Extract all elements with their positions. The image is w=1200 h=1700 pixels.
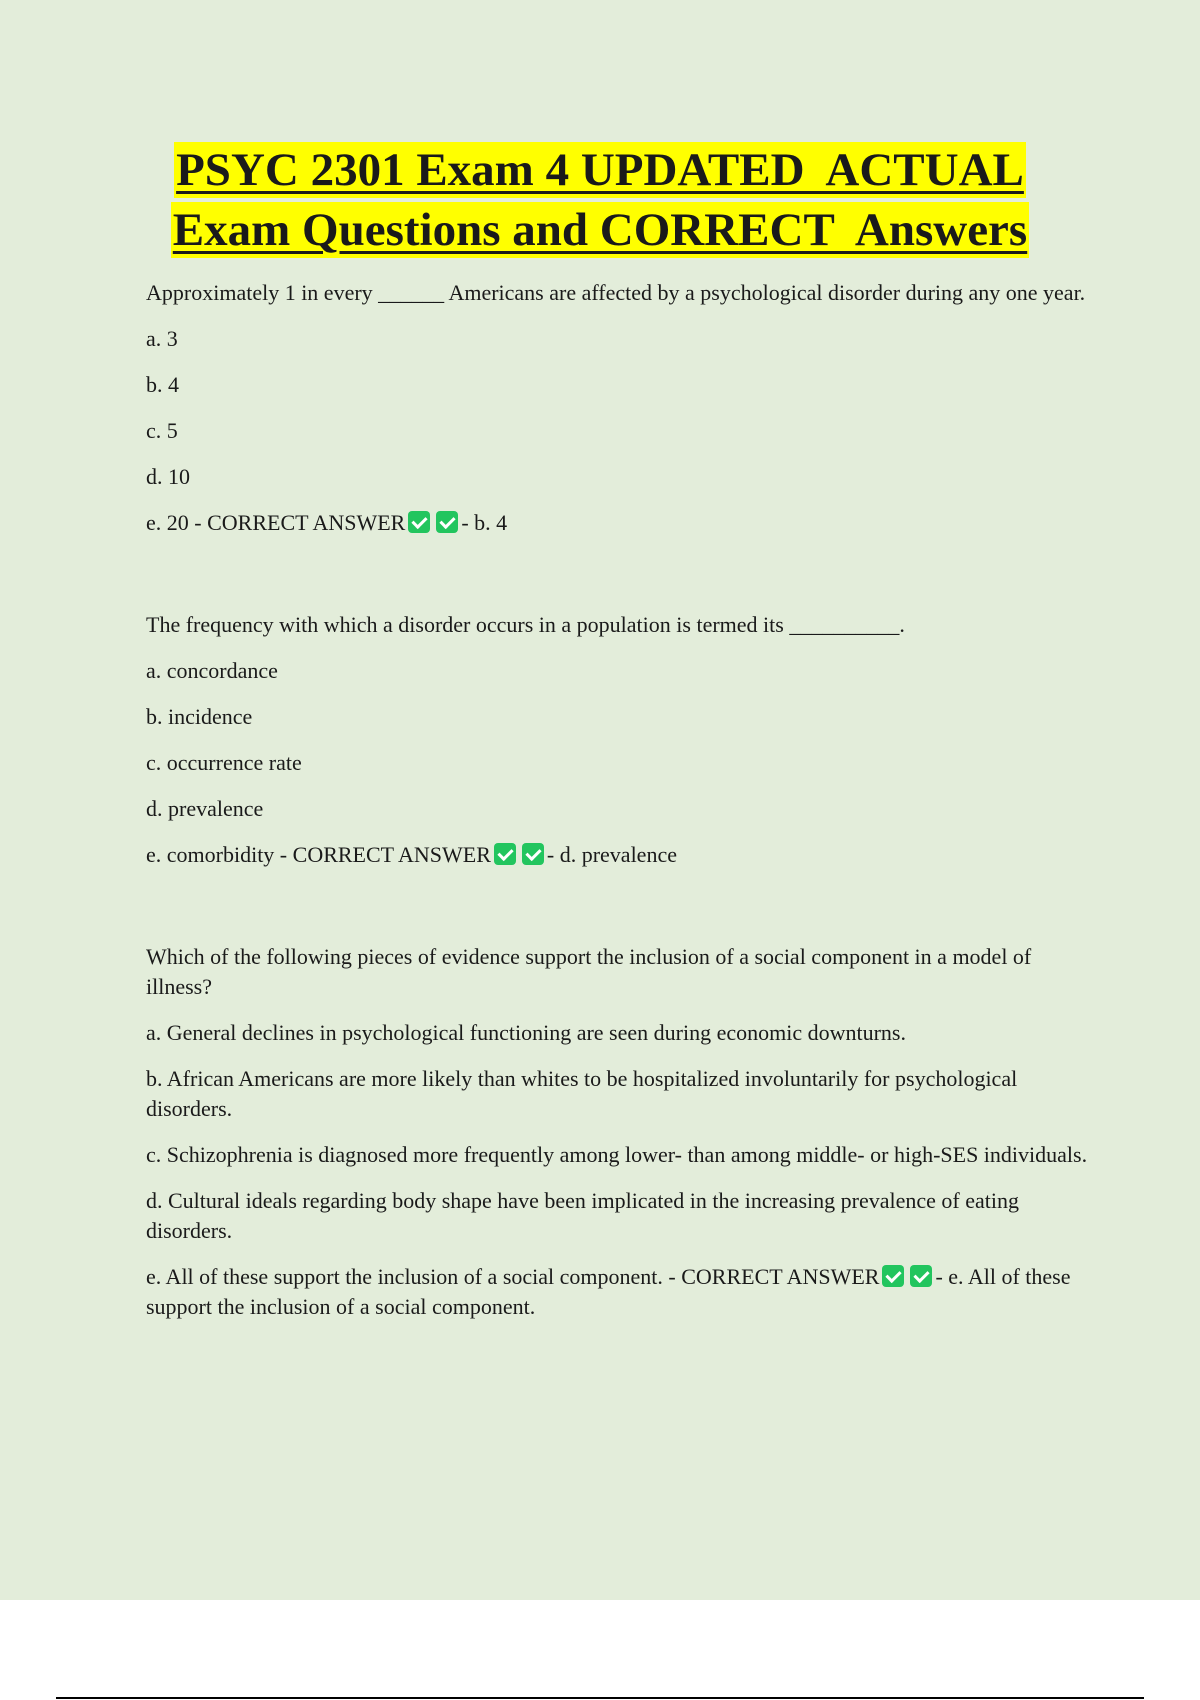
question-block-1 <box>146 278 1096 538</box>
question-block-2 <box>146 610 1096 870</box>
green-check-icon <box>494 843 516 865</box>
option-a: a. General declines in psychological functioning are seen during economic downturns. <box>146 1020 906 1045</box>
option-b: b. African Americans are more likely than whites to be hospitalized involuntarily for psychological disorders. <box>146 1066 1018 1121</box>
correct-answer: e. All of these support the inclusion of a social component. <box>146 1264 1071 1319</box>
answer-label: CORRECT ANSWER <box>681 1264 880 1289</box>
option-a: a. 3 <box>146 326 178 351</box>
option-c: c. Schizophrenia is diagnosed more frequently among lower- than among middle- or high-SES individuals. <box>146 1142 1088 1167</box>
option-d: d. 10 <box>146 464 190 489</box>
option-d: d. prevalence <box>146 796 264 821</box>
option-b: b. incidence <box>146 704 253 729</box>
green-check-icon <box>408 511 430 533</box>
question-text: Approximately 1 in every ______ Americans are affected by a psychological disorder during any one year. <box>146 280 1086 305</box>
green-check-icon <box>910 1265 932 1287</box>
green-check-icon <box>522 843 544 865</box>
option-e: e. All of these support the inclusion of a social component. - <box>146 1264 676 1289</box>
option-e: e. comorbidity - <box>146 842 288 867</box>
question-block-3 <box>146 942 1096 1322</box>
option-d: d. Cultural ideals regarding body shape have been implicated in the increasing prevalence of eating disorders. <box>146 1188 1019 1243</box>
question-text: Which of the following pieces of evidence support the inclusion of a social component in a model of illness? <box>146 944 1032 999</box>
correct-answer: b. 4 <box>474 510 508 535</box>
answer-line: e. All of these support the inclusion of a social component. - CORRECT ANSWER - e. All of these support the inclusion of a social component. <box>146 1264 1071 1319</box>
title-line-2: Exam Questions and CORRECT Answers <box>172 204 1028 256</box>
correct-answer: d. prevalence <box>559 842 677 867</box>
question-list <box>146 278 1096 1394</box>
green-check-icon <box>882 1265 904 1287</box>
footer-divider <box>56 1697 1144 1699</box>
answer-line: e. 20 - CORRECT ANSWER - b. 4 <box>146 510 508 535</box>
title-line-1: PSYC 2301 Exam 4 UPDATED ACTUAL <box>176 144 1024 196</box>
option-b: b. 4 <box>146 372 179 397</box>
green-check-icon <box>436 511 458 533</box>
option-e: e. 20 - <box>146 510 202 535</box>
answer-label: CORRECT ANSWER <box>207 510 406 535</box>
question-text: The frequency with which a disorder occurs in a population is termed its __________. <box>146 612 905 637</box>
option-c: c. occurrence rate <box>146 750 302 775</box>
answer-label: CORRECT ANSWER <box>292 842 491 867</box>
answer-line: e. comorbidity - CORRECT ANSWER - d. prevalence <box>146 842 677 867</box>
option-a: a. concordance <box>146 658 278 683</box>
document-title <box>0 140 1200 260</box>
option-c: c. 5 <box>146 418 178 443</box>
